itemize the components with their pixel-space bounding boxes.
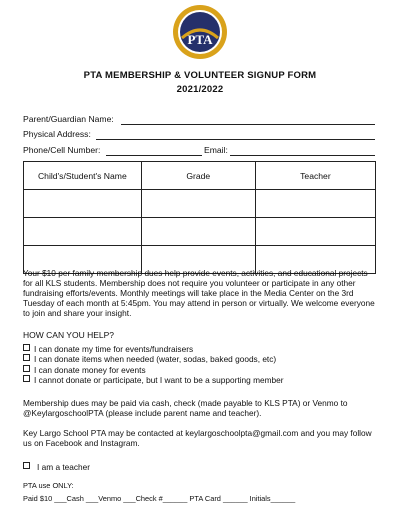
help-option[interactable]: I can donate items when needed (water, sodas, baked goods, etc) xyxy=(23,354,284,364)
contact-paragraph: Key Largo School PTA may be contacted at keylargoschoolpta@gmail.com and you may follow us on Facebook and Instagram. xyxy=(23,428,372,449)
pta-logo xyxy=(172,4,228,60)
col-header-name: Child's/Student's Name xyxy=(24,162,142,190)
form-year: 2021/2022 xyxy=(176,84,224,95)
teacher-option[interactable]: I am a teacher xyxy=(23,462,90,472)
address-field[interactable] xyxy=(96,139,375,140)
grade-cell[interactable] xyxy=(141,190,255,218)
children-table xyxy=(23,161,376,274)
checkbox-icon[interactable] xyxy=(23,365,30,372)
teacher-cell[interactable] xyxy=(255,218,375,246)
parent-name-field[interactable] xyxy=(121,124,375,125)
help-option[interactable]: I can donate my time for events/fundraisers xyxy=(23,344,284,354)
phone-label: Phone/Cell Number: xyxy=(23,145,101,155)
help-options xyxy=(23,344,284,386)
table-row xyxy=(24,190,376,218)
help-option[interactable]: I cannot donate or participate, but I want to be a supporting member xyxy=(23,375,284,385)
grade-cell[interactable] xyxy=(141,218,255,246)
form-title: PTA MEMBERSHIP & VOLUNTEER SIGNUP FORM xyxy=(83,70,317,81)
email-field[interactable] xyxy=(230,155,375,156)
pta-use-line: Paid $10 ___Cash ___Venmo ___Check #______ PTA Card ______ Initials______ xyxy=(23,494,296,503)
address-label: Physical Address: xyxy=(23,129,91,139)
col-header-grade: Grade xyxy=(141,162,255,190)
help-option[interactable]: I can donate money for events xyxy=(23,365,284,375)
email-label: Email: xyxy=(204,145,228,155)
payment-paragraph: Membership dues may be paid via cash, check (made payable to KLS PTA) or Venmo to @KeylargoschoolPTA (please include parent name and teacher). xyxy=(23,398,348,419)
checkbox-icon[interactable] xyxy=(23,462,30,469)
pta-use-label: PTA use ONLY: xyxy=(23,481,74,490)
logo-text: PTA xyxy=(187,32,213,47)
help-heading: HOW CAN YOU HELP? xyxy=(23,330,115,340)
checkbox-icon[interactable] xyxy=(23,375,30,382)
child-name-cell[interactable] xyxy=(24,218,142,246)
child-name-cell[interactable] xyxy=(24,190,142,218)
checkbox-icon[interactable] xyxy=(23,344,30,351)
teacher-cell[interactable] xyxy=(255,190,375,218)
phone-field[interactable] xyxy=(106,155,202,156)
membership-paragraph: Your $10 per family membership dues help provide events, activities, and educational projects for all KLS students. Membership does not require you volunteer or participate in any other fundraising efforts/events. Monthly meetings will take place in the Media Center on the 3rd Tuesday of each month at 5:45pm. You may attend in person or virtually. We welcome everyone to join and share your insight. xyxy=(23,268,375,319)
parent-name-label: Parent/Guardian Name: xyxy=(23,114,114,124)
col-header-teacher: Teacher xyxy=(255,162,375,190)
table-row xyxy=(24,218,376,246)
checkbox-icon[interactable] xyxy=(23,354,30,361)
